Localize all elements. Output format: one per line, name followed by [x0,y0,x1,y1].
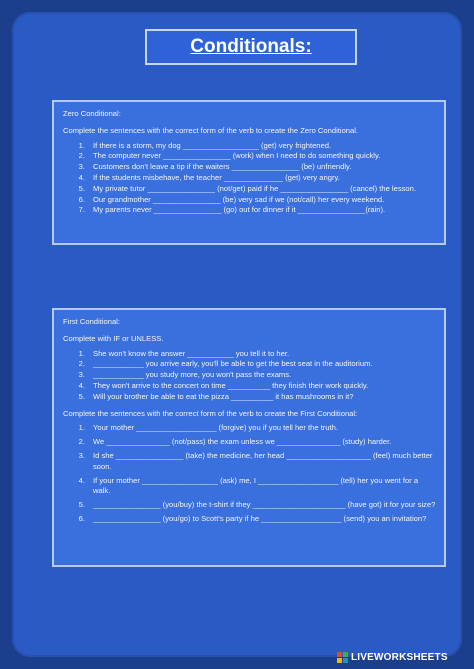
page-title: Conditionals: [190,36,312,57]
exercise-item [63,151,436,162]
exercise-item [63,173,436,184]
first-instruction-verbs: Complete the sentences with the correct form of the verb to create the First Conditional: [63,408,358,418]
item-number: 7. [78,205,85,215]
item-number: 1. [78,140,85,150]
exercise-item [63,392,436,403]
worksheet-page [12,12,462,657]
first-heading: First Conditional: [63,317,120,326]
item-text: They won't arrive to the concert on time __________ they finish their work quickly. [93,380,369,390]
exercise-item [63,476,436,498]
exercise-item [63,370,436,381]
exercise-item [63,184,436,195]
item-number: 3. [78,450,85,460]
item-text: ________________ (you/buy) the t-shirt if they ______________________ (have got) it for your size? [93,500,436,510]
item-text: ____________ you arrive early, you'll be able to get the best seat in the auditorium. [93,359,373,369]
item-number: 5. [78,391,85,401]
zero-exercise-list [63,141,436,217]
liveworksheets-logo-icon [337,652,348,663]
item-text: Our grandmother ________________ (be) very sad if we (not/call) her every weekend. [93,194,385,204]
item-text: The computer never ________________ (work) when I need to do something quickly. [93,151,381,161]
item-text: We _______________ (not/pass) the exam unless we _______________ (study) harder. [93,437,392,447]
item-number: 2. [78,151,85,161]
zero-conditional-panel [52,100,446,245]
item-text: Customers don't leave a tip if the waiters ________________ (be) unfriendly. [93,162,352,172]
item-text: My private tutor ________________ (not/get) paid if he ________________ (cancel) the lesson. [93,183,416,193]
exercise-item [63,349,436,360]
item-text: If the students misbehave, the teacher ______________ (get) very angry. [93,172,340,182]
item-number: 1. [78,423,85,433]
item-text: If your mother __________________ (ask) me, I ___________________ (tell) her you went for a walk. [93,475,419,496]
item-text: ________________ (you/go) to Scott's party if he ___________________ (send) you an invitation? [93,513,427,523]
exercise-item [63,381,436,392]
title-box [145,29,357,65]
item-text: ____________ you study more, you won't pass the exams. [93,370,292,380]
exercise-item [63,195,436,206]
item-number: 4. [78,475,85,485]
item-text: My parents never ________________ (go) out for dinner if it ________________(rain). [93,205,386,215]
exercise-item [63,205,436,216]
item-text: Id she ________________ (take) the medicine, her head ____________________ (feel) much better soon. [93,450,433,471]
exercise-item [63,141,436,152]
exercise-item [63,451,436,473]
liveworksheets-footer [337,649,448,665]
exercise-item [63,162,436,173]
item-text: Will your brother be able to eat the pizza __________ it has mushrooms in it? [93,391,354,401]
first-instruction-if-unless: Complete with IF or UNLESS. [63,333,164,343]
item-number: 6. [78,513,85,523]
item-text: Your mother ___________________ (forgive) you if you tell her the truth. [93,423,338,433]
item-number: 5. [78,183,85,193]
item-number: 2. [78,359,85,369]
exercise-item [63,423,436,434]
item-number: 2. [78,437,85,447]
item-number: 4. [78,380,85,390]
if-unless-exercise-list [63,349,436,403]
exercise-item [63,500,436,511]
first-conditional-panel [52,308,446,567]
item-text: She won't know the answer ___________ you tell it to her. [93,348,290,358]
exercise-item [63,437,436,448]
zero-instruction: Complete the sentences with the correct form of the verb to create the Zero Conditional. [63,125,359,135]
item-number: 1. [78,348,85,358]
brand-name: LIVEWORKSHEETS [351,651,448,663]
item-number: 3. [78,162,85,172]
exercise-item [63,514,436,525]
zero-heading: Zero Conditional: [63,109,121,118]
exercise-item [63,359,436,370]
item-number: 5. [78,500,85,510]
item-number: 3. [78,370,85,380]
first-conditional-exercise-list [63,423,436,524]
item-number: 4. [78,172,85,182]
item-number: 6. [78,194,85,204]
item-text: If there is a storm, my dog __________________ (get) very frightened. [93,140,332,150]
